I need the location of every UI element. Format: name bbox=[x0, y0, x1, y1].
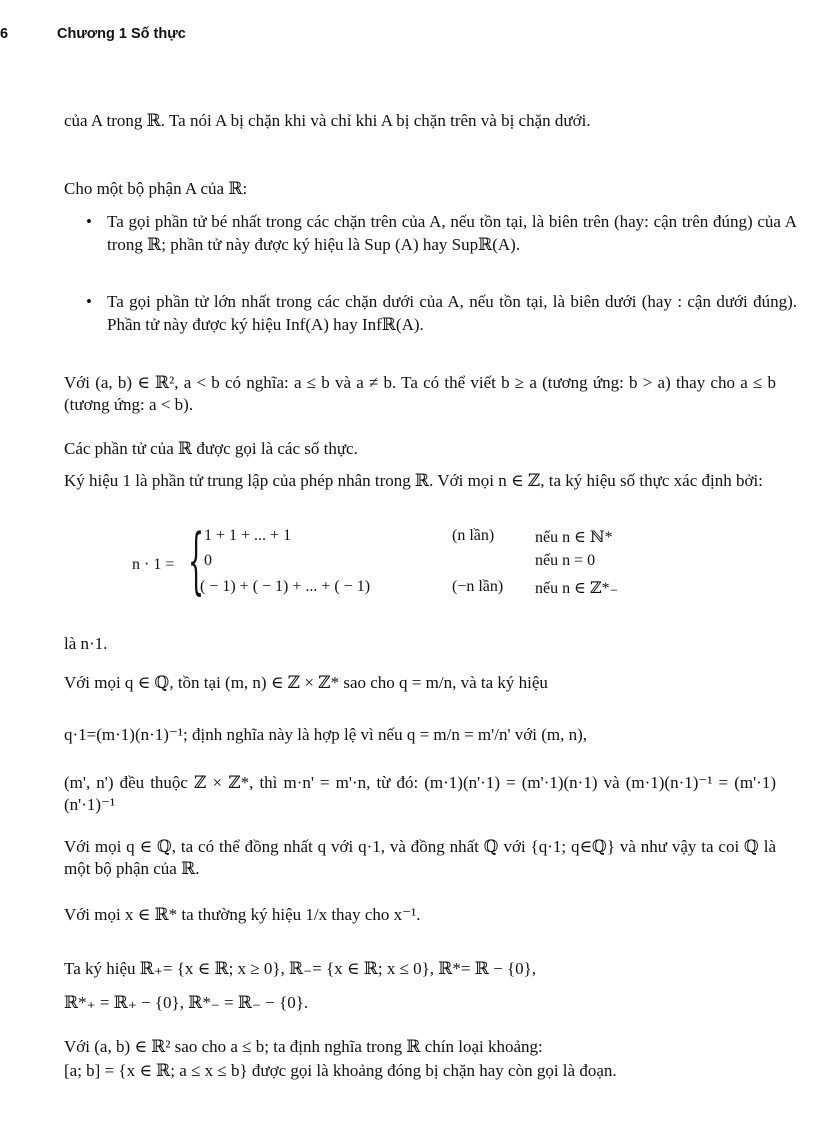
paragraph-is-n1: là n·1. bbox=[64, 634, 108, 653]
piecewise-case-1: 1 + 1 + ... + 1 bbox=[204, 527, 292, 544]
piecewise-case-3-condition: nếu n ∈ ℤ*₋ bbox=[535, 580, 619, 597]
running-header-chapter-title: Chương 1 Số thực bbox=[57, 26, 186, 42]
paragraph-intervals-line-2: [a; b] = {x ∈ ℝ; a ≤ x ≤ b} được gọi là khoảng đóng bị chặn hay còn gọi là đoạn. bbox=[64, 1061, 617, 1080]
piecewise-case-3-count: (−n lần) bbox=[452, 578, 504, 595]
paragraph-unit-element: Ký hiệu 1 là phần tử trung lập của phép nhân trong ℝ. Với mọi n ∈ ℤ, ta ký hiệu số thực xác định bởi: bbox=[64, 471, 763, 490]
bullet-infimum-text: Ta gọi phần tử lớn nhất trong các chặn dưới của A, nếu tồn tại, là biên dưới (hay : cận dưới đúng). Phần tử này được ký hiệu Inf(A) hay Infℝ(A). bbox=[107, 292, 797, 334]
left-brace-icon: { bbox=[188, 518, 205, 602]
bullet-supremum-definition bbox=[86, 210, 797, 256]
bullet-dot-icon: • bbox=[86, 212, 92, 231]
piecewise-case-3: ( − 1) + ( − 1) + ... + ( − 1) bbox=[200, 578, 371, 595]
paragraph-identify-rationals: Với mọi q ∈ ℚ, ta có thể đồng nhất q với q·1, và đồng nhất ℚ với {q·1; q∈ℚ} và như vậy ta coi ℚ là một bộ phận của ℝ. bbox=[64, 837, 776, 878]
paragraph-rational-line-1: Với mọi q ∈ ℚ, tồn tại (m, n) ∈ ℤ × ℤ* sao cho q = m/n, và ta ký hiệu bbox=[64, 673, 548, 692]
piecewise-case-2-condition: nếu n = 0 bbox=[535, 552, 596, 569]
paragraph-rational-line-3: (m', n') đều thuộc ℤ × ℤ*, thì m·n' = m'·n, từ đó: (m·1)(n'·1) = (m'·1)(n·1) và (m·1)(n·1)⁻¹ = (m'·1)(n'·1)⁻¹ bbox=[64, 773, 776, 814]
piecewise-case-1-count: (n lần) bbox=[452, 527, 495, 544]
paragraph-intervals-line-1: Với (a, b) ∈ ℝ² sao cho a ≤ b; ta định nghĩa trong ℝ chín loại khoảng: bbox=[64, 1037, 543, 1056]
piecewise-lhs: n · 1 = bbox=[132, 556, 175, 573]
bullet-supremum-text: Ta gọi phần tử bé nhất trong các chặn trên của A, nếu tồn tại, là biên trên (hay: cận trên đúng) của A trong ℝ; phần tử này được ký hiệu là Sup (A) hay Supℝ(A). bbox=[107, 212, 797, 254]
piecewise-case-2: 0 bbox=[204, 552, 212, 569]
bullet-dot-icon: • bbox=[86, 292, 92, 311]
paragraph-notation-line-2: ℝ*₊ = ℝ₊ − {0}, ℝ*₋ = ℝ₋ − {0}. bbox=[64, 993, 309, 1012]
paragraph-notation-line-1: Ta ký hiệu ℝ₊= {x ∈ ℝ; x ≥ 0}, ℝ₋= {x ∈ ℝ; x ≤ 0}, ℝ*= ℝ − {0}, bbox=[64, 959, 537, 978]
paragraph-inverse-notation: Với mọi x ∈ ℝ* ta thường ký hiệu 1/x thay cho x⁻¹. bbox=[64, 905, 421, 924]
paragraph-rational-line-2: q·1=(m·1)(n·1)⁻¹; định nghĩa này là hợp lệ vì nếu q = m/n = m'/n' với (m, n), bbox=[64, 725, 588, 744]
paragraph-real-numbers: Các phần tử của ℝ được gọi là các số thực. bbox=[64, 439, 358, 458]
piecewise-case-1-condition: nếu n ∈ ℕ* bbox=[535, 529, 613, 546]
paragraph-bounded-definition: của A trong ℝ. Ta nói A bị chặn khi và chỉ khi A bị chặn trên và bị chặn dưới. bbox=[64, 111, 591, 130]
page-number: 6 bbox=[0, 26, 9, 42]
paragraph-order-relation: Với (a, b) ∈ ℝ², a < b có nghĩa: a ≤ b và a ≠ b. Ta có thể viết b ≥ a (tương ứng: b > a) thay cho a ≤ b (tương ứng: a < b). bbox=[64, 373, 776, 414]
bullet-infimum-definition bbox=[86, 290, 797, 336]
paragraph-subset-intro: Cho một bộ phận A của ℝ: bbox=[64, 179, 248, 198]
